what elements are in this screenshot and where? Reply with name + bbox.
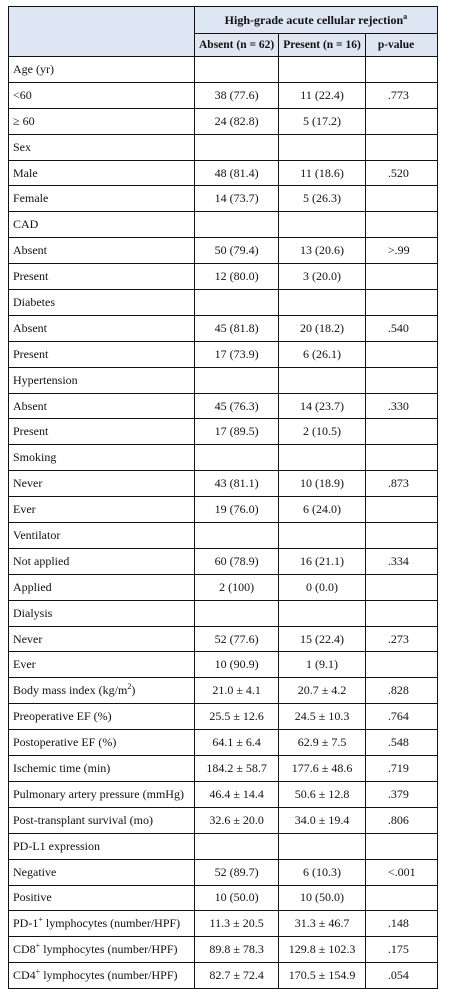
absent-value-cell: 82.7 ± 72.4 [195, 963, 279, 989]
pvalue-cell [365, 523, 437, 549]
section-label-cell [9, 212, 195, 238]
section-label-cell [9, 600, 195, 626]
row-label-cell [9, 885, 195, 911]
row-label-suffix: lymphocytes (number/HPF) [42, 916, 181, 931]
row-label: Ischemic time (min) [13, 760, 111, 775]
present-value-cell: 6 (26.1) [279, 341, 366, 367]
row-label: Ever [13, 502, 36, 517]
pvalue-cell [365, 445, 437, 471]
absent-value-cell [195, 367, 279, 393]
header-group-cell [195, 7, 438, 34]
section-row [9, 523, 438, 549]
present-value-cell: 14 (23.7) [279, 393, 366, 419]
row-label: PD-L1 expression [13, 838, 100, 853]
section-row [9, 57, 438, 83]
table-row [9, 756, 438, 782]
pvalue-cell: .828 [365, 678, 437, 704]
row-label: Present [13, 346, 49, 361]
present-value-cell: 170.5 ± 154.9 [279, 963, 366, 989]
row-label: Absent [13, 398, 47, 413]
absent-value-cell [195, 290, 279, 316]
present-value-cell: 1 (9.1) [279, 652, 366, 678]
table-row [9, 704, 438, 730]
section-row [9, 600, 438, 626]
absent-value-cell: 52 (77.6) [195, 626, 279, 652]
present-value-cell [279, 290, 366, 316]
present-value-cell: 11 (22.4) [279, 82, 366, 108]
row-label: <60 [13, 87, 32, 102]
row-label: Negative [13, 864, 57, 879]
section-label-cell [9, 57, 195, 83]
section-label-cell [9, 367, 195, 393]
present-value-cell: 34.0 ± 19.4 [279, 807, 366, 833]
row-label: Ventilator [13, 527, 61, 542]
row-label-cell [9, 548, 195, 574]
absent-value-cell: 17 (73.9) [195, 341, 279, 367]
row-label-cell [9, 678, 195, 704]
table-row [9, 548, 438, 574]
section-row [9, 833, 438, 859]
pvalue-cell: .719 [365, 756, 437, 782]
pvalue-cell [365, 341, 437, 367]
pvalue-cell: .330 [365, 393, 437, 419]
section-row [9, 367, 438, 393]
table-row [9, 341, 438, 367]
header-corner-cell [9, 7, 195, 57]
section-label-cell [9, 445, 195, 471]
row-label: Male [13, 165, 38, 180]
row-label-suffix: lymphocytes (number/HPF) [40, 968, 178, 983]
pvalue-cell [365, 419, 437, 445]
table-row [9, 497, 438, 523]
pvalue-cell: .273 [365, 626, 437, 652]
row-label-suffix: ) [131, 683, 136, 698]
row-label-cell [9, 704, 195, 730]
section-label-cell [9, 290, 195, 316]
absent-value-cell: 50 (79.4) [195, 238, 279, 264]
row-label-superscript: + [38, 915, 43, 925]
absent-value-cell [195, 445, 279, 471]
row-label-cell [9, 781, 195, 807]
present-value-cell: 6 (24.0) [279, 497, 366, 523]
row-label-cell [9, 238, 195, 264]
row-label-superscript: 2 [127, 682, 132, 692]
row-label: Female [13, 191, 49, 206]
present-value-cell: 5 (26.3) [279, 186, 366, 212]
row-label: Positive [13, 890, 52, 905]
pvalue-cell: .873 [365, 471, 437, 497]
absent-value-cell: 89.8 ± 78.3 [195, 937, 279, 963]
present-value-cell: 3 (20.0) [279, 264, 366, 290]
section-row [9, 445, 438, 471]
absent-value-cell [195, 523, 279, 549]
pvalue-cell [365, 290, 437, 316]
absent-value-cell: 25.5 ± 12.6 [195, 704, 279, 730]
table-row [9, 937, 438, 963]
rejection-characteristics-table [8, 6, 438, 989]
absent-value-cell: 10 (90.9) [195, 652, 279, 678]
row-label: CD8 [13, 942, 36, 957]
absent-value-cell: 17 (89.5) [195, 419, 279, 445]
present-value-cell [279, 367, 366, 393]
row-label: Absent [13, 243, 47, 258]
row-label-cell [9, 186, 195, 212]
pvalue-cell: <.001 [365, 859, 437, 885]
row-label: PD-1 [13, 916, 39, 931]
row-label: Never [13, 631, 43, 646]
present-value-cell: 2 (10.5) [279, 419, 366, 445]
present-value-cell [279, 57, 366, 83]
absent-value-cell: 10 (50.0) [195, 885, 279, 911]
absent-value-cell [195, 600, 279, 626]
absent-value-cell: 24 (82.8) [195, 108, 279, 134]
present-value-cell: 129.8 ± 102.3 [279, 937, 366, 963]
present-value-cell [279, 212, 366, 238]
present-value-cell: 20 (18.2) [279, 315, 366, 341]
row-label: Hypertension [13, 372, 78, 387]
pvalue-cell [365, 497, 437, 523]
table-row [9, 471, 438, 497]
absent-value-cell [195, 57, 279, 83]
absent-value-cell: 184.2 ± 58.7 [195, 756, 279, 782]
row-label: Present [13, 269, 49, 284]
table-row [9, 859, 438, 885]
present-value-cell: 0 (0.0) [279, 574, 366, 600]
pvalue-cell [365, 212, 437, 238]
present-value-cell: 62.9 ± 7.5 [279, 730, 366, 756]
table-row [9, 238, 438, 264]
present-value-cell: 15 (22.4) [279, 626, 366, 652]
pvalue-cell [365, 652, 437, 678]
section-row [9, 212, 438, 238]
row-label: Age (yr) [13, 61, 54, 76]
pvalue-cell [365, 367, 437, 393]
pvalue-cell: .548 [365, 730, 437, 756]
pvalue-cell: .379 [365, 781, 437, 807]
present-value-cell: 6 (10.3) [279, 859, 366, 885]
row-label: Dialysis [13, 605, 53, 620]
row-label: Postoperative EF (%) [13, 735, 117, 750]
pvalue-cell: >.99 [365, 238, 437, 264]
row-label-cell [9, 574, 195, 600]
pvalue-cell: .175 [365, 937, 437, 963]
absent-value-cell: 60 (78.9) [195, 548, 279, 574]
table-container [8, 6, 438, 989]
section-label-cell [9, 523, 195, 549]
pvalue-cell [365, 57, 437, 83]
table-header [9, 7, 438, 57]
present-value-cell [279, 134, 366, 160]
present-value-cell: 16 (21.1) [279, 548, 366, 574]
row-label-cell [9, 807, 195, 833]
section-label-cell [9, 833, 195, 859]
header-row-group [9, 7, 438, 34]
absent-value-cell [195, 134, 279, 160]
table-row [9, 652, 438, 678]
row-label-cell [9, 82, 195, 108]
row-label: Body mass index (kg/m [13, 683, 128, 698]
table-row [9, 160, 438, 186]
pvalue-cell [365, 833, 437, 859]
pvalue-cell: .520 [365, 160, 437, 186]
header-group-footnote-marker: a [403, 11, 408, 21]
absent-value-cell: 14 (73.7) [195, 186, 279, 212]
pvalue-cell [365, 134, 437, 160]
present-value-cell: 10 (50.0) [279, 885, 366, 911]
present-value-cell: 20.7 ± 4.2 [279, 678, 366, 704]
row-label-cell [9, 730, 195, 756]
row-label-cell [9, 497, 195, 523]
present-value-cell [279, 600, 366, 626]
row-label: Not applied [13, 553, 70, 568]
absent-value-cell: 38 (77.6) [195, 82, 279, 108]
table-row [9, 781, 438, 807]
pvalue-cell: .806 [365, 807, 437, 833]
table-row [9, 911, 438, 937]
table-row [9, 108, 438, 134]
pvalue-cell: .764 [365, 704, 437, 730]
row-label: Preoperative EF (%) [13, 709, 112, 724]
section-label-cell [9, 134, 195, 160]
section-row [9, 290, 438, 316]
table-row [9, 963, 438, 989]
row-label-cell [9, 937, 195, 963]
table-body [9, 57, 438, 989]
table-row [9, 678, 438, 704]
present-value-cell [279, 833, 366, 859]
present-value-cell: 13 (20.6) [279, 238, 366, 264]
present-value-cell: 31.3 ± 46.7 [279, 911, 366, 937]
absent-value-cell: 43 (81.1) [195, 471, 279, 497]
pvalue-cell [365, 186, 437, 212]
pvalue-cell [365, 600, 437, 626]
table-row [9, 807, 438, 833]
pvalue-cell [365, 574, 437, 600]
row-label: CD4 [13, 968, 36, 983]
table-row [9, 885, 438, 911]
table-row [9, 264, 438, 290]
row-label-suffix: lymphocytes (number/HPF) [40, 942, 178, 957]
row-label-cell [9, 393, 195, 419]
row-label-cell [9, 626, 195, 652]
section-row [9, 134, 438, 160]
row-label-cell [9, 756, 195, 782]
present-value-cell: 177.6 ± 48.6 [279, 756, 366, 782]
row-label: Never [13, 476, 43, 491]
row-label-superscript: + [35, 941, 41, 951]
pvalue-cell [365, 108, 437, 134]
row-label: Ever [13, 657, 36, 672]
row-label-cell [9, 963, 195, 989]
present-value-cell: 50.6 ± 12.8 [279, 781, 366, 807]
row-label: Applied [13, 579, 52, 594]
row-label-cell [9, 341, 195, 367]
row-label: CAD [13, 217, 39, 232]
present-value-cell: 24.5 ± 10.3 [279, 704, 366, 730]
table-row [9, 574, 438, 600]
header-group-title: High-grade acute cellular rejection [224, 12, 404, 27]
row-label-cell [9, 911, 195, 937]
row-label-cell [9, 471, 195, 497]
pvalue-cell: .148 [365, 911, 437, 937]
row-label: Diabetes [13, 294, 55, 309]
absent-value-cell: 46.4 ± 14.4 [195, 781, 279, 807]
row-label-superscript: + [35, 967, 41, 977]
absent-value-cell: 52 (89.7) [195, 859, 279, 885]
row-label-cell [9, 264, 195, 290]
row-label: Smoking [13, 450, 57, 465]
absent-value-cell: 32.6 ± 20.0 [195, 807, 279, 833]
pvalue-cell: .773 [365, 82, 437, 108]
absent-value-cell [195, 212, 279, 238]
present-value-cell [279, 523, 366, 549]
present-value-cell: 10 (18.9) [279, 471, 366, 497]
row-label-cell [9, 160, 195, 186]
table-row [9, 315, 438, 341]
row-label-cell [9, 108, 195, 134]
pvalue-cell [365, 264, 437, 290]
column-header-absent: Absent (n = 62) [195, 34, 279, 57]
present-value-cell [279, 445, 366, 471]
absent-value-cell: 45 (76.3) [195, 393, 279, 419]
absent-value-cell: 19 (76.0) [195, 497, 279, 523]
table-row [9, 626, 438, 652]
absent-value-cell: 11.3 ± 20.5 [195, 911, 279, 937]
column-header-pvalue: p-value [365, 34, 437, 57]
pvalue-cell: .334 [365, 548, 437, 574]
present-value-cell: 11 (18.6) [279, 160, 366, 186]
absent-value-cell: 64.1 ± 6.4 [195, 730, 279, 756]
row-label: Present [13, 424, 49, 439]
table-row [9, 82, 438, 108]
table-row [9, 730, 438, 756]
absent-value-cell: 21.0 ± 4.1 [195, 678, 279, 704]
pvalue-cell: .540 [365, 315, 437, 341]
row-label: ≥ 60 [13, 113, 35, 128]
absent-value-cell: 12 (80.0) [195, 264, 279, 290]
row-label-cell [9, 315, 195, 341]
row-label-cell [9, 859, 195, 885]
absent-value-cell: 48 (81.4) [195, 160, 279, 186]
pvalue-cell [365, 885, 437, 911]
table-row [9, 419, 438, 445]
table-row [9, 186, 438, 212]
row-label: Absent [13, 320, 47, 335]
absent-value-cell: 2 (100) [195, 574, 279, 600]
absent-value-cell: 45 (81.8) [195, 315, 279, 341]
row-label-cell [9, 419, 195, 445]
row-label: Pulmonary artery pressure (mmHg) [13, 786, 184, 801]
row-label-cell [9, 652, 195, 678]
table-row [9, 393, 438, 419]
pvalue-cell: .054 [365, 963, 437, 989]
present-value-cell: 5 (17.2) [279, 108, 366, 134]
absent-value-cell [195, 833, 279, 859]
row-label: Post-transplant survival (mo) [13, 812, 153, 827]
row-label: Sex [13, 139, 31, 154]
column-header-present: Present (n = 16) [279, 34, 366, 57]
